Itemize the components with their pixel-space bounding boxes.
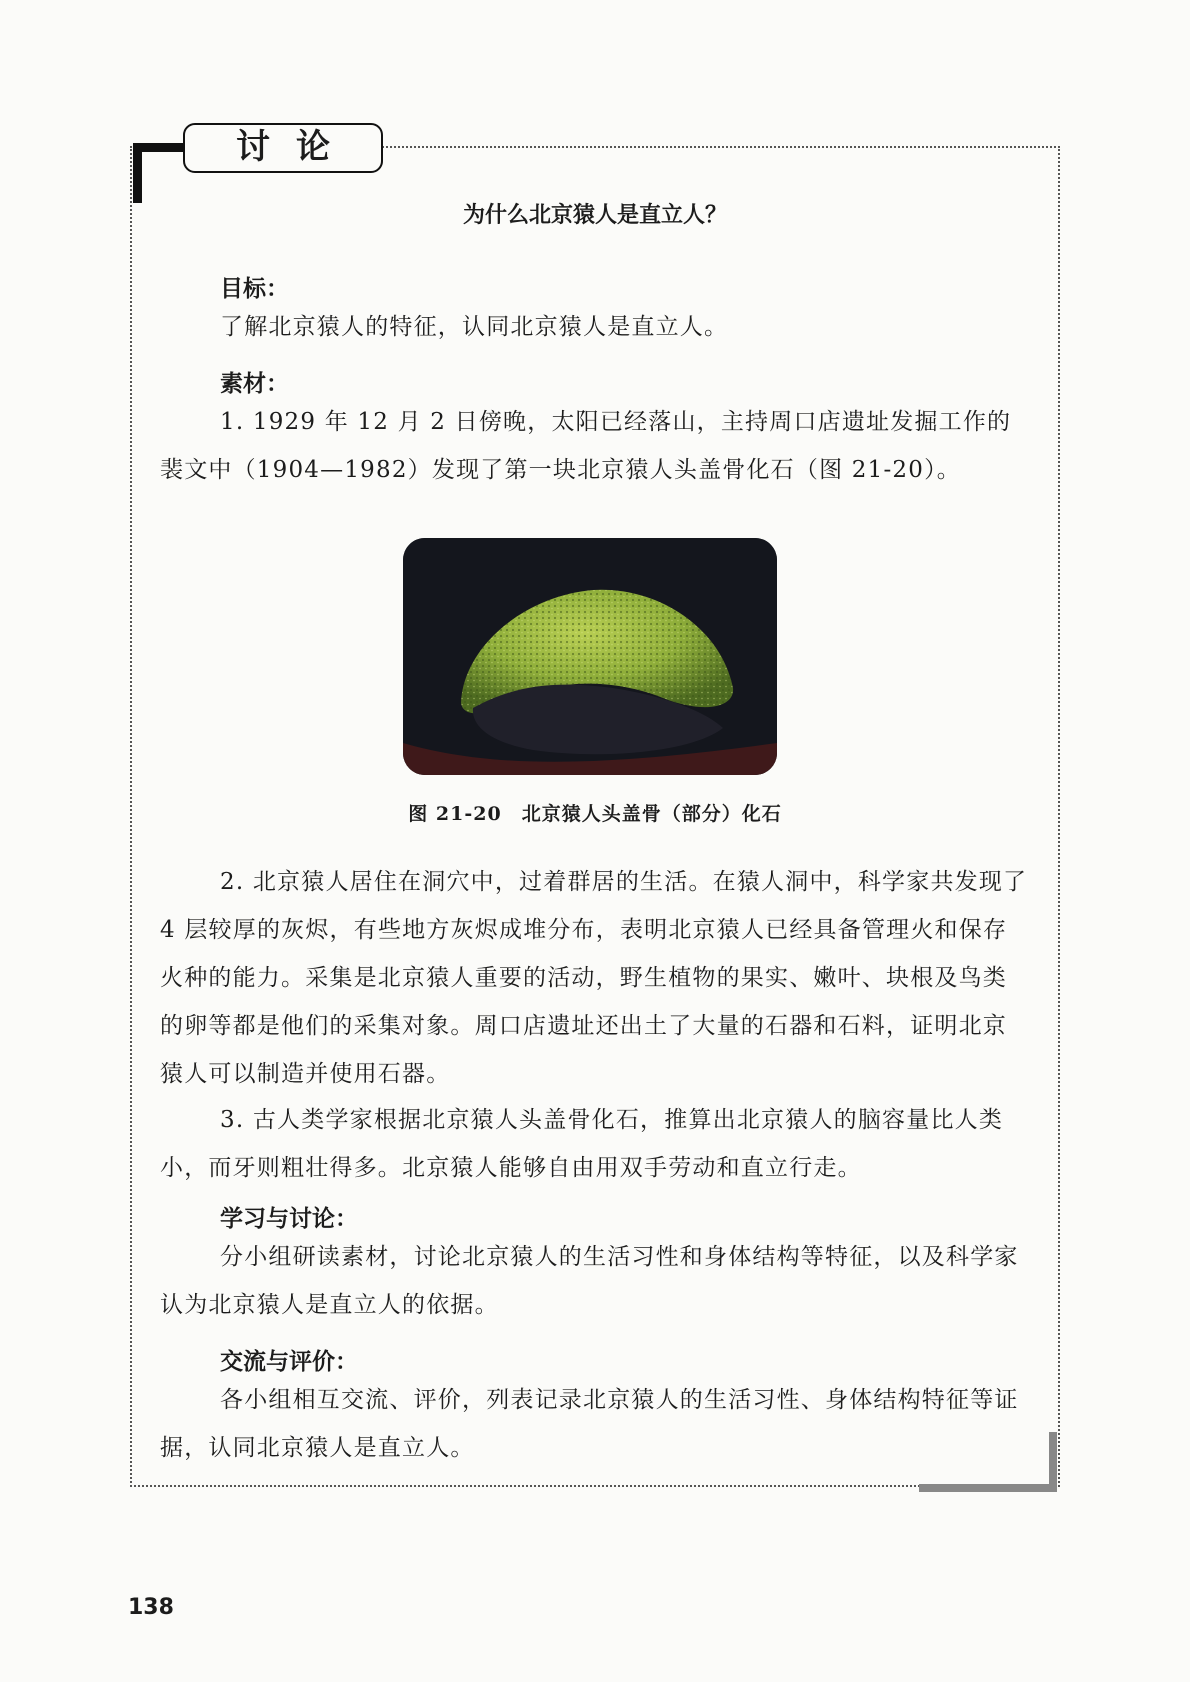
study-heading: 学习与讨论：: [220, 1206, 358, 1232]
corner-mark-top-left: [133, 143, 142, 203]
figure-number: 图 21-20: [408, 803, 502, 825]
corner-mark-bottom-right: [1049, 1432, 1057, 1492]
corner-mark-bottom-right-h: [919, 1484, 1057, 1492]
goal-heading: 目标：: [220, 276, 289, 302]
material-2: 2. 北京猿人居住在洞穴中，过着群居的生活。在猿人洞中，科学家共发现了 4 层较厚的灰烬，有些地方灰烬成堆分布，表明北京猿人已经具备管理火和保存火种的能力。采集是北京猿人重要的活动，野生植物的果实、嫩叶、块根及鸟类的卵等都是他们的采集对象。周口店遗址还出土了大量的石器和石料，证明北京猿人可以制造并使用石器。: [160, 869, 1028, 1087]
skull-fossil-image: [403, 538, 777, 775]
exchange-heading: 交流与评价：: [220, 1349, 358, 1375]
section-title: 为什么北京猿人是直立人？: [462, 203, 727, 228]
corner-mark-top-left-h: [133, 143, 185, 152]
exchange-text: 各小组相互交流、评价，列表记录北京猿人的生活习性、身体结构特征等证据，认同北京猿人是直立人。: [160, 1387, 1019, 1461]
material-1: 1. 1929 年 12 月 2 日傍晚，太阳已经落山，主持周口店遗址发掘工作的裴文中（1904—1982）发现了第一块北京猿人头盖骨化石（图 21-20）。: [160, 409, 1012, 483]
figure-caption-text: 北京猿人头盖骨（部分）化石: [521, 803, 782, 825]
discussion-tag: 讨论: [183, 123, 383, 173]
goal-text: 了解北京猿人的特征，认同北京猿人是直立人。: [220, 314, 729, 340]
page-number: 138: [128, 1595, 174, 1620]
study-text: 分小组研读素材，讨论北京猿人的生活习性和身体结构等特征，以及科学家认为北京猿人是直立人的依据。: [160, 1244, 1019, 1318]
material-3: 3. 古人类学家根据北京猿人头盖骨化石，推算出北京猿人的脑容量比人类小，而牙则粗壮得多。北京猿人能够自由用双手劳动和直立行走。: [160, 1107, 1004, 1181]
materials-heading: 素材：: [220, 371, 289, 397]
figure-caption: [130, 799, 1060, 826]
